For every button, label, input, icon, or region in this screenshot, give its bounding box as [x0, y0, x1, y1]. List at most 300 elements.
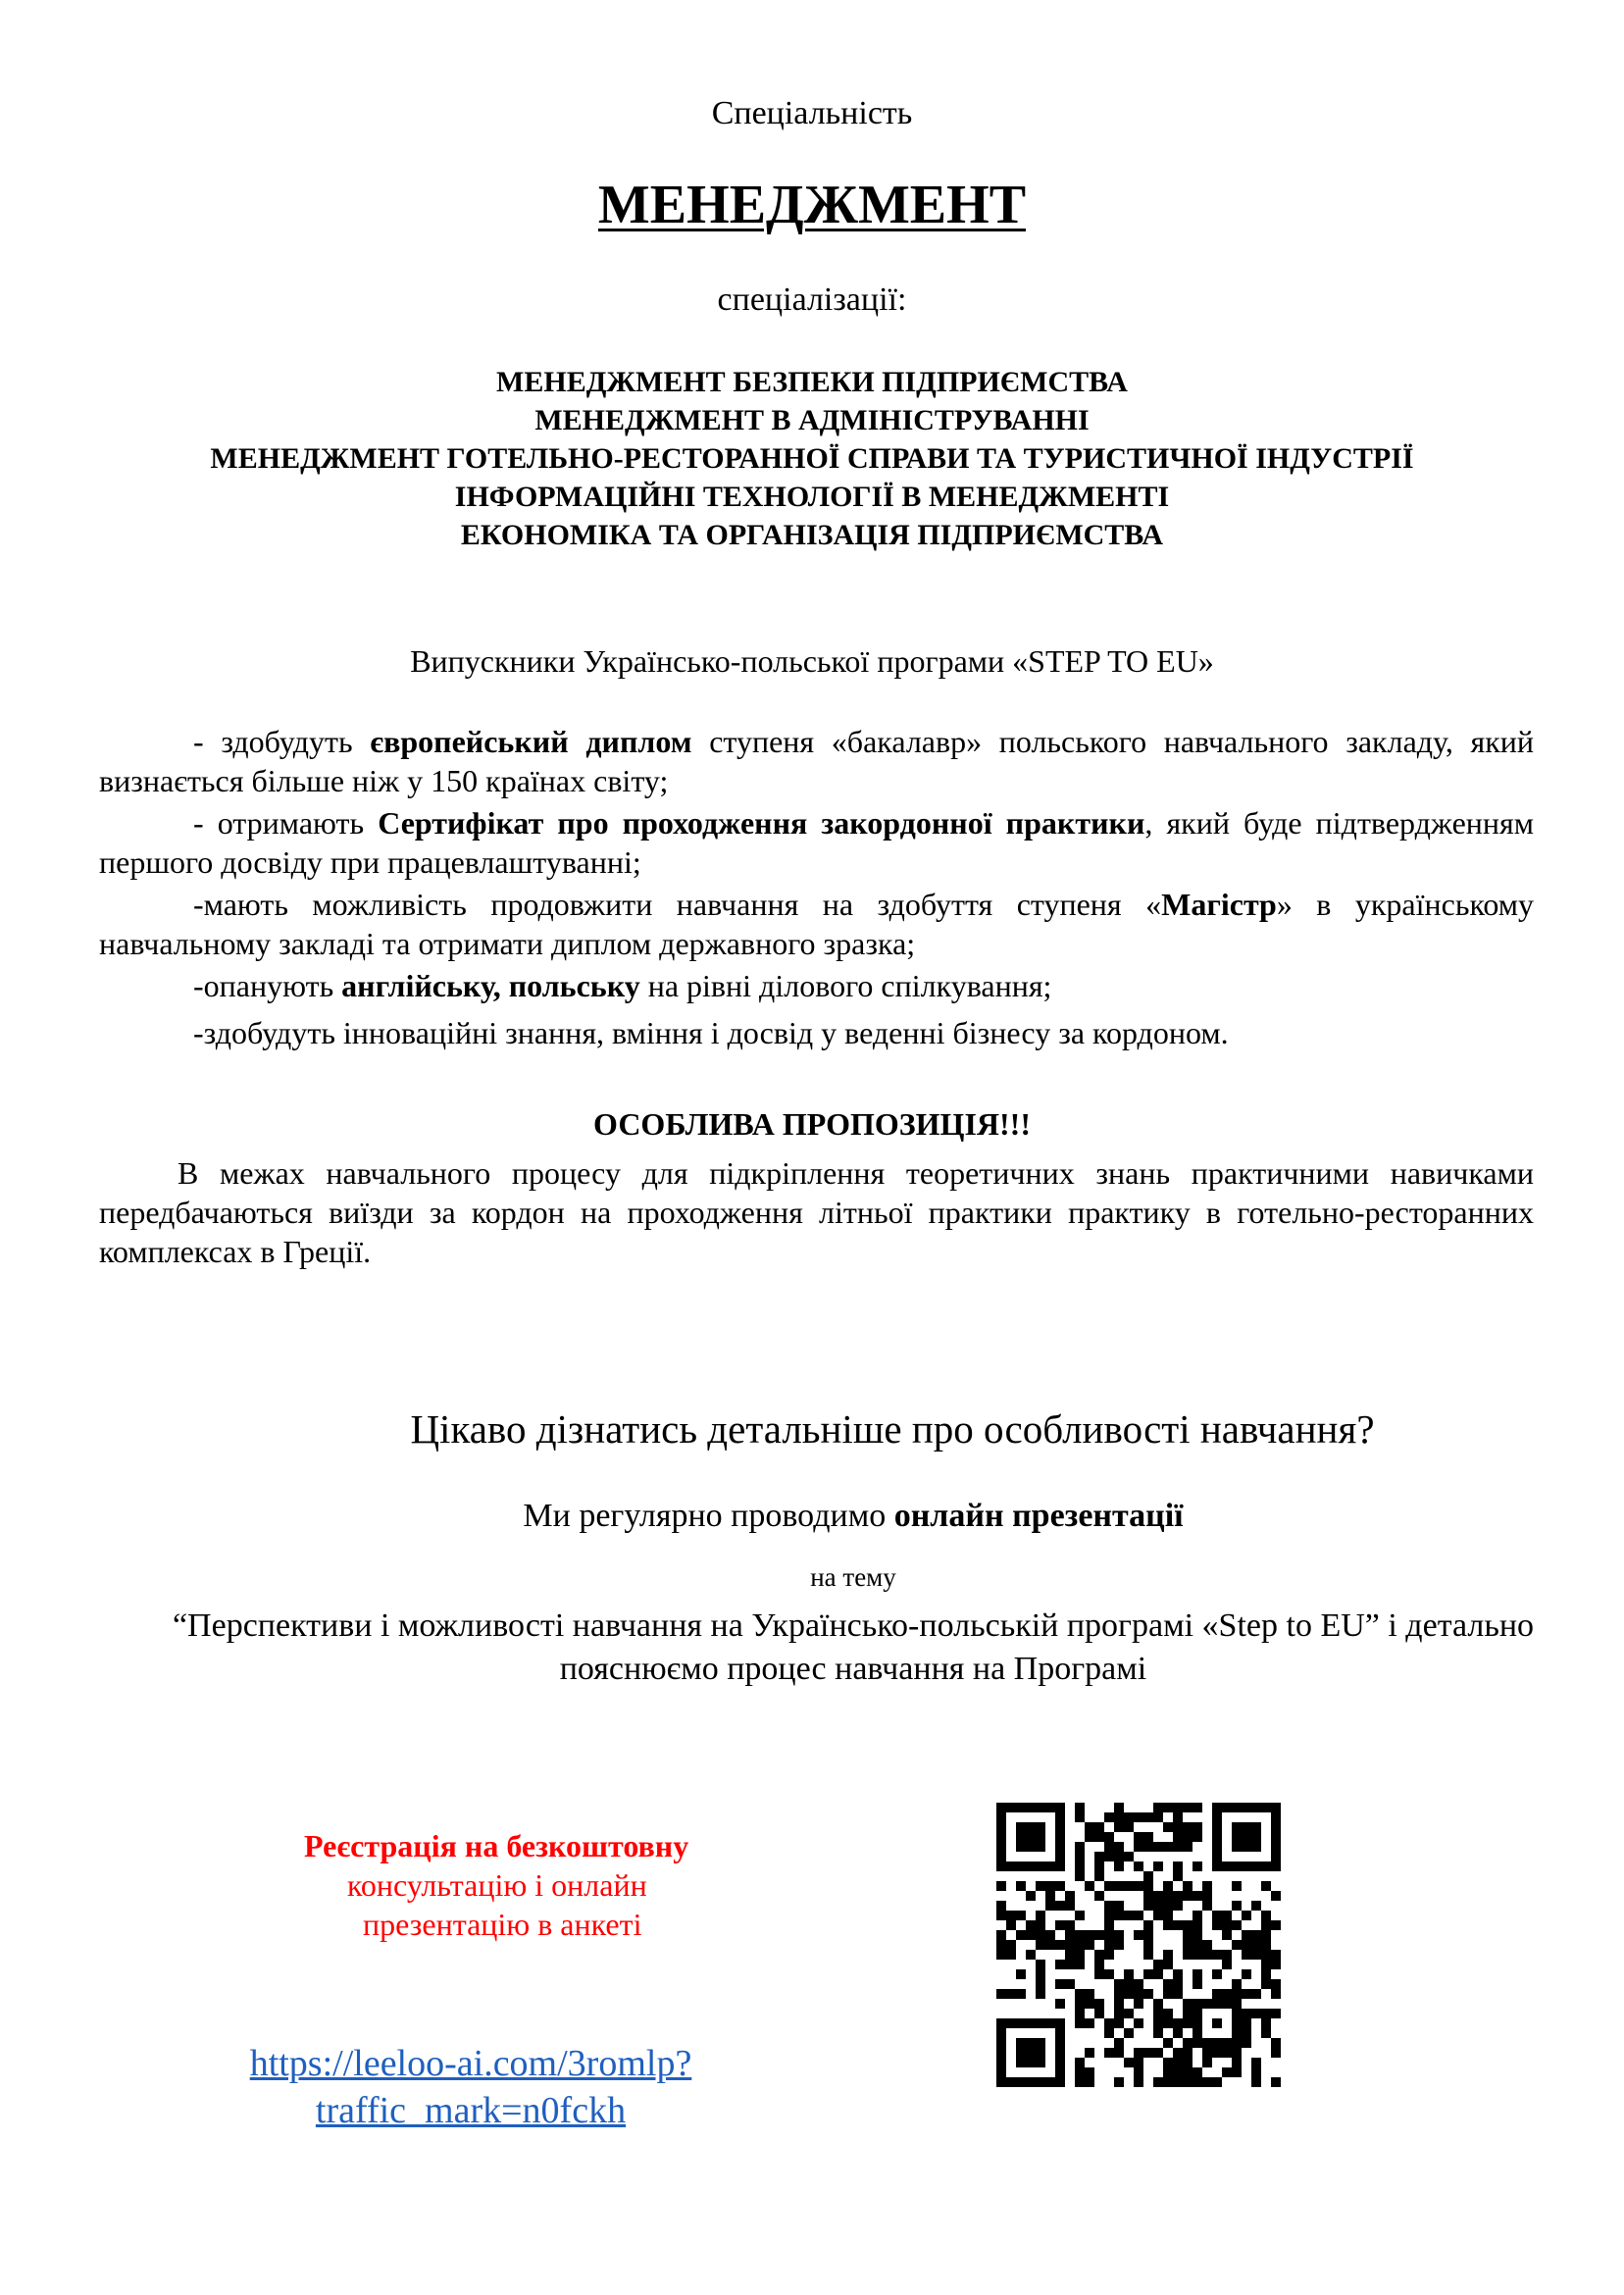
qr-module	[1251, 1940, 1261, 1950]
qr-module	[1055, 1960, 1065, 1969]
qr-module	[1183, 1940, 1193, 1950]
qr-module	[1085, 1940, 1094, 1950]
qr-module	[1075, 2067, 1085, 2077]
qr-module	[1202, 1940, 1212, 1950]
qr-module	[996, 1803, 1006, 1812]
qr-module	[996, 2018, 1006, 2028]
qr-module	[1143, 1940, 1153, 1950]
qr-module	[1075, 2018, 1085, 2028]
qr-module	[1036, 1989, 1045, 1999]
qr-module	[1006, 1920, 1016, 1930]
qr-module	[1104, 1842, 1114, 1852]
qr-module	[1143, 1842, 1153, 1852]
registration-link[interactable]: https://leeloo-ai.com/3romlp?traffic_mark=n0fckh	[249, 2043, 692, 2131]
qr-module	[1016, 2048, 1026, 2058]
qr-module	[1036, 1960, 1045, 1969]
qr-module	[1104, 2048, 1114, 2058]
qr-module	[1193, 1940, 1202, 1950]
qr-module	[1271, 1950, 1281, 1960]
qr-module	[996, 1832, 1006, 1842]
qr-module	[1271, 1803, 1281, 1812]
qr-module	[1193, 1832, 1202, 1842]
qr-module	[1045, 1891, 1055, 1901]
qr-module	[1271, 1891, 1281, 1901]
qr-module	[996, 1862, 1006, 1871]
qr-module	[1094, 1960, 1104, 1969]
qr-module	[1232, 1881, 1242, 1891]
qr-module	[1143, 1989, 1153, 1999]
qr-module	[1153, 1969, 1163, 1979]
qr-module	[1242, 1862, 1251, 1871]
qr-module	[1261, 1881, 1271, 1891]
qr-module	[1143, 2048, 1153, 2058]
qr-module	[1173, 1871, 1183, 1881]
qr-module	[1153, 2028, 1163, 2038]
qr-module	[1271, 1979, 1281, 1989]
qr-module	[1075, 1960, 1085, 1969]
qr-module	[1173, 1842, 1183, 1852]
qr-module	[1143, 1871, 1153, 1881]
qr-module	[1055, 1842, 1065, 1852]
qr-module	[1163, 2077, 1173, 2087]
qr-module	[1124, 1812, 1134, 1822]
qr-module	[1036, 2048, 1045, 2058]
qr-module	[1232, 1832, 1242, 1842]
qr-module	[1173, 1901, 1183, 1911]
qr-module	[1143, 1832, 1153, 1842]
qr-module	[1193, 1891, 1202, 1901]
qr-module	[1055, 1940, 1065, 1950]
qr-module	[1055, 1812, 1065, 1822]
qr-module	[1222, 1911, 1232, 1920]
qr-module	[1173, 1979, 1183, 1989]
qr-module	[1134, 1989, 1143, 1999]
benefit-highlight: Сертифікат про проходження закордонної практики	[378, 805, 1145, 841]
info-question: Цікаво дізнатись детальніше про особливості навчання?	[410, 1406, 1375, 1452]
qr-module	[1055, 2018, 1065, 2028]
qr-module	[1094, 1969, 1104, 1979]
benefit-item	[99, 722, 1534, 800]
qr-module	[1104, 1930, 1114, 1940]
specialization-item: МЕНЕДЖМЕНТ БЕЗПЕКИ ПІДПРИЄМСТВА	[496, 366, 1128, 398]
qr-module	[1261, 1862, 1271, 1871]
qr-module	[1065, 1960, 1075, 1969]
qr-module	[1251, 2067, 1261, 2077]
benefit-highlight: європейський диплом	[370, 724, 692, 759]
qr-module	[1016, 2077, 1026, 2087]
qr-module	[1055, 1979, 1065, 1989]
qr-module	[1104, 1901, 1114, 1911]
qr-module	[1163, 1891, 1173, 1901]
qr-module	[1202, 1891, 1212, 1901]
qr-module	[1085, 2077, 1094, 2087]
qr-module	[1232, 1940, 1242, 1950]
qr-module	[1212, 1920, 1222, 1930]
qr-module	[1242, 1940, 1251, 1950]
qr-module	[1232, 1901, 1242, 1911]
qr-module	[1232, 2058, 1242, 2067]
qr-module	[1212, 1950, 1222, 1960]
qr-module	[1242, 2028, 1251, 2038]
qr-module	[1183, 1822, 1193, 1832]
qr-module	[1232, 1920, 1242, 1930]
qr-module	[1114, 2077, 1124, 2087]
qr-module	[1242, 1969, 1251, 1979]
qr-module	[1173, 2048, 1183, 2058]
qr-module	[1016, 1989, 1026, 1999]
benefit-text: -мають можливість продовжити навчання на здобуття ступеня «	[193, 887, 1162, 922]
qr-module	[1055, 1803, 1065, 1812]
registration-line: презентацію в анкеті	[363, 1907, 642, 1942]
qr-module	[1104, 1950, 1114, 1960]
qr-module	[1261, 2028, 1271, 2038]
qr-module	[1104, 2028, 1114, 2038]
presentations-text	[431, 1497, 1275, 1536]
qr-module	[1183, 2038, 1193, 2048]
qr-module	[1085, 1930, 1094, 1940]
qr-module	[1026, 2038, 1036, 2048]
qr-module	[1242, 1911, 1251, 1920]
qr-module	[1124, 1822, 1134, 1832]
qr-module	[1094, 1822, 1104, 1832]
qr-module	[1075, 1989, 1085, 1999]
qr-module	[1143, 1812, 1153, 1822]
qr-module	[1016, 2018, 1026, 2028]
qr-module	[1143, 1950, 1153, 1960]
qr-module	[1085, 1832, 1094, 1842]
qr-module	[1055, 1901, 1065, 1911]
qr-module	[1183, 1891, 1193, 1901]
qr-module	[1183, 2067, 1193, 2077]
qr-module	[1124, 2028, 1134, 2038]
qr-module	[1016, 1832, 1026, 1842]
qr-module	[1036, 2018, 1045, 2028]
registration-line: Реєстрація на безкоштовну	[304, 1828, 689, 1863]
qr-module	[1212, 1989, 1222, 1999]
qr-module	[1134, 1832, 1143, 1842]
qr-module	[1006, 1940, 1016, 1950]
qr-module	[1085, 1822, 1094, 1832]
qr-module	[1094, 2009, 1104, 2018]
qr-module	[1271, 1812, 1281, 1822]
qr-module	[1134, 1862, 1143, 1871]
qr-module	[1016, 1822, 1026, 1832]
qr-module	[1124, 1911, 1134, 1920]
qr-module	[1016, 1969, 1026, 1979]
qr-module	[1212, 1969, 1222, 1979]
qr-module	[1183, 2058, 1193, 2067]
qr-module	[1104, 1920, 1114, 1930]
qr-module	[996, 1940, 1006, 1950]
qr-module	[1271, 1989, 1281, 1999]
qr-module	[1075, 1911, 1085, 1920]
qr-module	[1271, 1842, 1281, 1852]
qr-module	[1261, 1950, 1271, 1960]
qr-module	[1006, 1803, 1016, 1812]
qr-module	[1055, 2067, 1065, 2077]
qr-module	[1075, 1930, 1085, 1940]
qr-module	[1261, 2018, 1271, 2028]
qr-module	[1104, 1940, 1114, 1950]
qr-module	[1114, 1999, 1124, 2009]
qr-module	[1055, 1862, 1065, 1871]
qr-module	[1212, 1803, 1222, 1812]
benefit-highlight: Магістр	[1161, 887, 1277, 922]
qr-module	[996, 2028, 1006, 2038]
benefit-text: » в українському навчальному закладі та отримати диплом державного зразка;	[99, 887, 1535, 961]
qr-module	[1026, 2058, 1036, 2067]
qr-module	[1114, 1862, 1124, 1871]
qr-module	[1202, 1950, 1212, 1960]
benefit-item	[99, 885, 1534, 963]
qr-module	[1193, 1930, 1202, 1940]
qr-module	[1075, 1862, 1085, 1871]
qr-module	[1173, 1812, 1183, 1822]
qr-module	[1261, 1803, 1271, 1812]
qr-module	[1271, 1822, 1281, 1832]
qr-module	[1222, 1920, 1232, 1930]
qr-module	[1104, 1852, 1114, 1862]
qr-module	[996, 2058, 1006, 2067]
qr-module	[1094, 1891, 1104, 1901]
qr-module	[1193, 2077, 1202, 2087]
qr-module	[1065, 1920, 1075, 1930]
qr-module	[1124, 1989, 1134, 1999]
qr-module	[1143, 1891, 1153, 1901]
qr-module	[1085, 1989, 1094, 1999]
qr-module	[1104, 1832, 1114, 1842]
qr-module	[996, 1812, 1006, 1822]
qr-module	[1026, 1950, 1036, 1960]
qr-module	[1242, 1930, 1251, 1940]
qr-code-icon[interactable]	[996, 1803, 1281, 2087]
qr-module	[1183, 1950, 1193, 1960]
qr-module	[1055, 2038, 1065, 2048]
qr-module	[1153, 1911, 1163, 1920]
registration-line: консультацію і онлайн	[347, 1867, 647, 1903]
qr-module	[1036, 1862, 1045, 1871]
qr-module	[1055, 1822, 1065, 1832]
qr-module	[1261, 1969, 1271, 1979]
qr-module	[1075, 1940, 1085, 1950]
qr-module	[1153, 1842, 1163, 1852]
qr-module	[1153, 1803, 1163, 1812]
qr-module	[1114, 1822, 1124, 1832]
benefit-text: -опанують	[193, 968, 342, 1003]
qr-module	[1183, 1803, 1193, 1812]
qr-module	[1006, 1989, 1016, 1999]
qr-module	[1114, 1940, 1124, 1950]
qr-module	[1114, 1803, 1124, 1812]
qr-module	[1222, 2067, 1232, 2077]
qr-module	[1183, 1832, 1193, 1842]
qr-module	[1055, 1999, 1065, 2009]
qr-module	[1261, 2009, 1271, 2018]
qr-module	[1094, 1950, 1104, 1960]
qr-module	[1222, 1960, 1232, 1969]
qr-module	[1193, 2028, 1202, 2038]
qr-module	[1183, 1842, 1193, 1852]
qr-module	[1232, 2038, 1242, 2048]
qr-module	[1163, 2009, 1173, 2018]
qr-module	[1163, 2058, 1173, 2067]
qr-module	[1173, 2018, 1183, 2028]
qr-module	[996, 1852, 1006, 1862]
qr-module	[1026, 1822, 1036, 1832]
qr-module	[1124, 1979, 1134, 1989]
qr-module	[1114, 1989, 1124, 1999]
qr-module	[1094, 1999, 1104, 2009]
qr-module	[1193, 2009, 1202, 2018]
benefit-text: - здобудуть	[193, 724, 371, 759]
qr-module	[1183, 2077, 1193, 2087]
benefit-text: ступеня «бакалавр» польського навчального закладу, який визнається більше ніж у 150 країнах світу;	[99, 724, 1535, 798]
qr-module	[1065, 1891, 1075, 1901]
qr-module	[1085, 2018, 1094, 2028]
benefit-highlight: англійську, польську	[341, 968, 640, 1003]
qr-module	[996, 1842, 1006, 1852]
qr-module	[1026, 1832, 1036, 1842]
qr-module	[1114, 1812, 1124, 1822]
qr-module	[1104, 1812, 1114, 1822]
qr-module	[1026, 2077, 1036, 2087]
qr-module	[1251, 2058, 1261, 2067]
qr-module	[996, 1930, 1006, 1940]
qr-module	[1026, 1930, 1036, 1940]
qr-module	[1261, 1930, 1271, 1940]
qr-module	[1242, 1950, 1251, 1960]
qr-module	[1085, 1999, 1094, 2009]
qr-module	[996, 1950, 1006, 1960]
qr-module	[1163, 1842, 1173, 1852]
qr-module	[1114, 1842, 1124, 1852]
qr-module	[1193, 1920, 1202, 1930]
qr-module	[1163, 1901, 1173, 1911]
qr-module	[1143, 1901, 1153, 1911]
qr-module	[1075, 2077, 1085, 2087]
qr-module	[1134, 1930, 1143, 1940]
qr-module	[1045, 2018, 1055, 2028]
qr-module	[1026, 1891, 1036, 1901]
benefits-list	[99, 722, 1534, 1055]
qr-module	[1065, 1930, 1075, 1940]
qr-module	[1212, 2048, 1222, 2058]
qr-module	[1173, 1891, 1183, 1901]
qr-module	[1232, 1999, 1242, 2009]
qr-module	[1036, 1940, 1045, 1950]
qr-module	[1251, 1950, 1261, 1960]
qr-module	[1261, 1911, 1271, 1920]
qr-module	[1232, 1989, 1242, 1999]
qr-module	[1045, 1803, 1055, 1812]
qr-module	[1163, 2067, 1173, 2077]
qr-module	[1232, 2067, 1242, 2077]
qr-module	[1104, 1969, 1114, 1979]
qr-module	[1261, 1960, 1271, 1969]
qr-module	[1212, 1842, 1222, 1852]
qr-module	[1094, 1852, 1104, 1862]
page-title: МЕНЕДЖМЕНТ	[597, 175, 1027, 235]
qr-module	[1193, 2038, 1202, 2048]
qr-module	[1114, 1852, 1124, 1862]
qr-module	[1065, 1901, 1075, 1911]
qr-module	[1065, 1979, 1075, 1989]
qr-module	[1153, 2077, 1163, 2087]
qr-module	[1094, 1871, 1104, 1881]
qr-module	[1251, 1930, 1261, 1940]
qr-module	[1202, 2038, 1212, 2048]
qr-module	[996, 1881, 1006, 1891]
qr-module	[1183, 2009, 1193, 2018]
qr-module	[1193, 1979, 1202, 1989]
qr-module	[1173, 1832, 1183, 1842]
special-offer-heading: ОСОБЛИВА ПРОПОЗИЦІЯ!!!	[593, 1106, 1031, 1142]
qr-module	[1251, 1901, 1261, 1911]
qr-module	[1016, 1881, 1026, 1891]
qr-module	[1202, 2058, 1212, 2067]
qr-module	[1153, 2018, 1163, 2028]
qr-module	[1026, 1803, 1036, 1812]
qr-module	[1134, 1999, 1143, 2009]
qr-module	[1251, 1989, 1261, 1999]
qr-module	[1055, 2028, 1065, 2038]
specialization-item: МЕНЕДЖМЕНТ В АДМІНІСТРУВАННІ	[534, 404, 1090, 436]
qr-module	[1173, 1803, 1183, 1812]
qr-module	[1222, 1803, 1232, 1812]
specializations-label: спеціалізації:	[717, 281, 907, 318]
qr-module	[1242, 1842, 1251, 1852]
qr-module	[1036, 2077, 1045, 2087]
specialization-item: ІНФОРМАЦІЙНІ ТЕХНОЛОГІЇ В МЕНЕДЖМЕНТІ	[454, 481, 1170, 513]
qr-module	[1134, 2058, 1143, 2067]
qr-module	[1212, 2077, 1222, 2087]
qr-module	[1222, 1989, 1232, 1999]
qr-module	[1222, 1950, 1232, 1960]
qr-module	[1143, 1920, 1153, 1930]
qr-module	[1134, 1881, 1143, 1891]
qr-module	[1075, 2058, 1085, 2067]
qr-module	[1242, 2009, 1251, 2018]
qr-module	[1251, 2077, 1261, 2087]
qr-module	[1193, 1803, 1202, 1812]
qr-module	[1104, 2018, 1114, 2028]
benefit-text: на рівні ділового спілкування;	[639, 968, 1052, 1003]
qr-module	[1183, 1999, 1193, 2009]
qr-module	[1271, 2048, 1281, 2058]
qr-module	[1075, 1812, 1085, 1822]
qr-module	[1193, 1999, 1202, 2009]
presentations-highlight: онлайн презентації	[893, 1498, 1184, 1534]
qr-module	[1094, 1862, 1104, 1871]
qr-module	[1261, 1940, 1271, 1950]
qr-module	[1261, 1979, 1271, 1989]
qr-module	[1075, 1842, 1085, 1852]
qr-module	[1183, 1881, 1193, 1891]
qr-module	[1193, 1911, 1202, 1920]
qr-module	[1134, 2077, 1143, 2087]
qr-module	[1173, 2077, 1183, 2087]
qr-module	[996, 2048, 1006, 2058]
qr-module	[1193, 1862, 1202, 1871]
qr-module	[1271, 2077, 1281, 2087]
qr-module	[1124, 1881, 1134, 1891]
qr-module	[1222, 2038, 1232, 2048]
qr-module	[1173, 2067, 1183, 2077]
benefit-text: , який буде підтвердженням першого досвіду при працевлаштуванні;	[99, 805, 1535, 880]
qr-module	[1055, 1881, 1065, 1891]
specialization-item: ЕКОНОМІКА ТА ОРГАНІЗАЦІЯ ПІДПРИЄМСТВА	[460, 519, 1164, 551]
qr-module	[1036, 1911, 1045, 1920]
